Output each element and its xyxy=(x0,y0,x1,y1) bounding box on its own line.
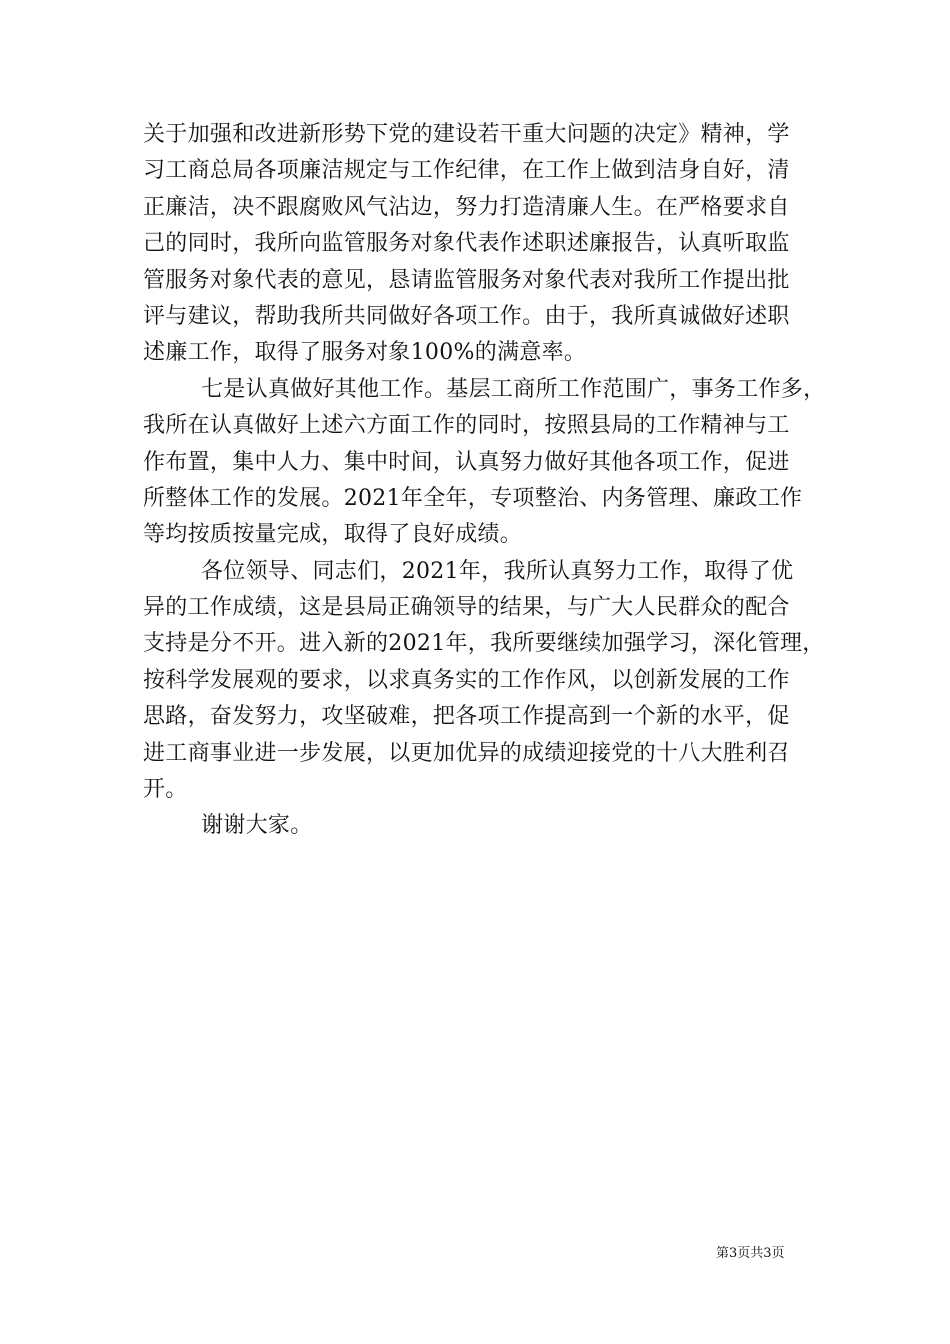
text-line: 我所在认真做好上述六方面工作的同时，按照县局的工作精神与工 xyxy=(143,413,790,439)
text-line: 等均按质按量完成，取得了良好成绩。 xyxy=(143,522,523,548)
text-line: 所整体工作的发展。2021年全年，专项整治、内务管理、廉政工作 xyxy=(143,485,803,511)
page-number-footer: 第3页共3页 xyxy=(716,1246,785,1261)
text-line: 思路，奋发努力，攻坚破难，把各项工作提高到一个新的水平，促 xyxy=(143,704,790,730)
text-line: 评与建议，帮助我所共同做好各项工作。由于，我所真诚做好述职 xyxy=(143,303,790,329)
text-line: 支持是分不开。进入新的2021年，我所要继续加强学习，深化管理， xyxy=(143,631,825,657)
text-line: 按科学发展观的要求，以求真务实的工作作风，以创新发展的工作 xyxy=(143,667,790,693)
text-line: 开。 xyxy=(143,777,188,803)
text-line: 述廉工作，取得了服务对象100%的满意率。 xyxy=(143,340,587,366)
paragraph-start-line: 七是认真做好其他工作。基层工商所工作范围广，事务工作多， xyxy=(201,376,826,402)
text-line: 管服务对象代表的意见，恳请监管服务对象代表对我所工作提出批 xyxy=(143,267,790,293)
text-line: 习工商总局各项廉洁规定与工作纪律，在工作上做到洁身自好，清 xyxy=(143,158,790,184)
document-body xyxy=(143,117,833,845)
paragraph-start-line: 各位领导、同志们，2021年，我所认真努力工作，取得了优 xyxy=(201,558,794,584)
text-line: 正廉洁，决不跟腐败风气沾边，努力打造清廉人生。在严格要求自 xyxy=(143,194,790,220)
text-line: 作布置，集中人力、集中时间，认真努力做好其他各项工作，促进 xyxy=(143,449,790,475)
text-line: 关于加强和改进新形势下党的建设若干重大问题的决定》精神，学 xyxy=(143,122,790,147)
text-line: 己的同时，我所向监管服务对象代表作述职述廉报告，认真听取监 xyxy=(143,231,790,257)
closing-line: 谢谢大家。 xyxy=(201,813,313,839)
text-line: 异的工作成绩，这是县局正确领导的结果，与广大人民群众的配合 xyxy=(143,595,790,621)
text-line: 进工商事业进一步发展，以更加优异的成绩迎接党的十八大胜利召 xyxy=(143,740,790,766)
